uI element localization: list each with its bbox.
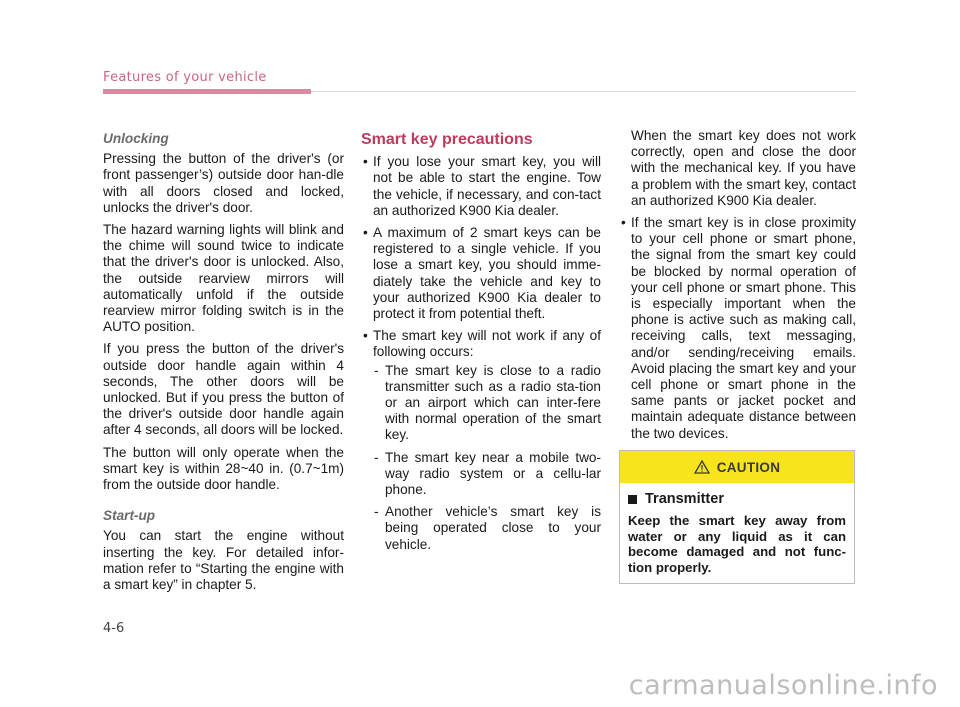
mechanical-key-note: When the smart key does not work correctly, open and close the door with the mechanical key. If you have a problem with the smart key, contact an authorized K900 Kia dealer. xyxy=(631,128,856,208)
smart-key-precautions-heading: Smart key precautions xyxy=(361,131,533,148)
startup-paragraph: You can start the engine without inserting the key. For detailed infor-mation refer to “Starting the engine with a smart key” in chapter 5. xyxy=(103,528,344,593)
caution-text: Keep the smart key away from water or any liquid as it can become damaged and not func-tion properly. xyxy=(628,513,846,575)
square-bullet-icon xyxy=(628,495,637,504)
page-number: 4-6 xyxy=(103,621,125,636)
caution-header xyxy=(620,451,854,483)
header-accent-rule xyxy=(103,89,311,94)
watermark: carmanualsonline.info xyxy=(628,670,938,701)
unlocking-paragraph-3: If you press the button of the driver's outside door handle again within 4 seconds, The other doors will be unlocked. But if you press the button of the driver's outside door handle again after 4 seconds, all doors will be locked. xyxy=(103,341,344,438)
precaution-bullet-3-text: The smart key will not work if any of following occurs: xyxy=(373,328,601,360)
caution-subheading-text: Transmitter xyxy=(645,491,724,507)
column-left xyxy=(103,128,344,599)
warning-triangle-icon xyxy=(694,460,710,474)
header-divider-rule xyxy=(311,91,856,92)
precaution-bullet-1: • If you lose your smart key, you will not be able to start the engine. Tow the vehicle, if necessary, and con-tact an authorized K900 Kia dealer. xyxy=(361,154,601,219)
caution-subheading xyxy=(628,491,846,507)
precautions-list-continued xyxy=(619,215,856,442)
conditions-list xyxy=(373,363,601,553)
unlocking-heading: Unlocking xyxy=(103,131,169,146)
unlocking-paragraph-2: The hazard warning lights will blink and the chime will sound twice to indicate that the driver's door is unlocked. Also, the outside rearview mirrors will automatically unfold if the outside rearview mirror folding switch is in the AUTO position. xyxy=(103,222,344,335)
condition-item-1: - The smart key is close to a radio transmitter such as a radio sta-tion or an airport which can inter-fere with normal operation of the smart key. xyxy=(373,363,601,444)
precaution-bullet-3 xyxy=(361,328,601,553)
precaution-bullet-4: • If the smart key is in close proximity to your cell phone or smart phone, the signal from the smart key could be blocked by normal operation of your cell phone or smart phone. This is especially important when the phone is active such as making call, receiving calls, text messaging, and/or sending/receiving emails. Avoid placing the smart key and your cell phone or smart phone in the same pants or jacket pocket and maintain adequate distance between the two devices. xyxy=(619,215,856,442)
caution-body xyxy=(620,483,854,575)
section-header-title: Features of your vehicle xyxy=(103,70,267,85)
startup-heading: Start-up xyxy=(103,508,156,524)
caution-label: CAUTION xyxy=(716,459,781,475)
column-middle xyxy=(361,128,601,559)
column-right xyxy=(619,128,856,448)
caution-box xyxy=(619,450,855,584)
unlocking-paragraph-1: Pressing the button of the driver's (or front passenger’s) outside door han-dle with all doors closed and locked, unlocks the driver's door. xyxy=(103,151,344,215)
condition-item-2: - The smart key near a mobile two-way radio system or a cellu-lar phone. xyxy=(373,450,601,499)
precaution-bullet-2: • A maximum of 2 smart keys can be registered to a single vehicle. If you lose a smart key, you should imme-diately take the vehicle and key to your authorized K900 Kia dealer to protect it from potential theft. xyxy=(361,225,601,322)
condition-item-3: - Another vehicle’s smart key is being operated close to your vehicle. xyxy=(373,504,601,553)
unlocking-paragraph-4: The button will only operate when the smart key is within 28~40 in. (0.7~1m) from the outside door handle. xyxy=(103,444,344,493)
precautions-list xyxy=(361,154,601,553)
